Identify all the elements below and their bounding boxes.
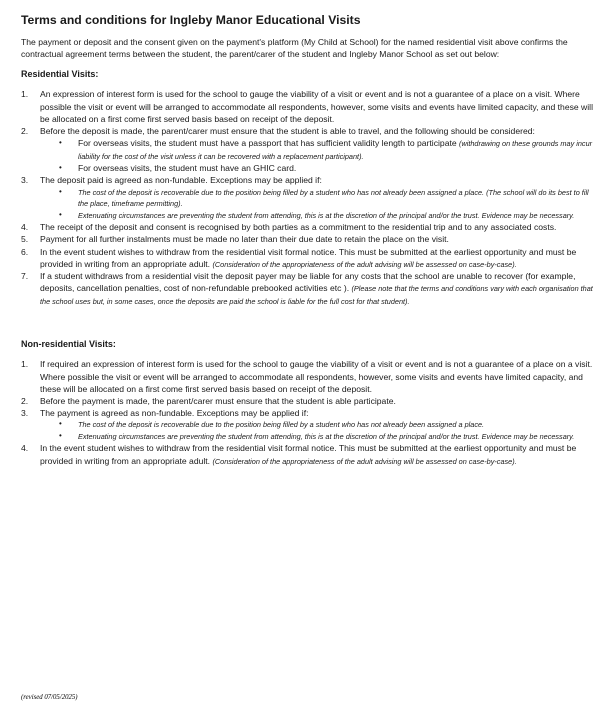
item-number: 1. bbox=[21, 89, 29, 100]
list-item bbox=[21, 174, 596, 221]
non-residential-heading: Non-residential Visits: bbox=[21, 339, 116, 350]
list-item bbox=[21, 442, 596, 467]
list-item bbox=[21, 221, 596, 233]
bullet-icon: • bbox=[59, 163, 62, 173]
sub-item-note: Extenuating circumstances are preventing the student from attending, this is at the discretion of the principal and/or the trust. Evidence may be necessary. bbox=[78, 431, 575, 441]
sub-item-note: (withdrawing on these grounds may incur liability for the cost of the visit unless it can be recovered with a replacement participant). bbox=[78, 139, 593, 161]
bullet-icon: • bbox=[59, 430, 62, 440]
item-text: Payment for all further instalments must be made no later than their due date to retain the place on the visit. bbox=[40, 234, 449, 245]
list-item bbox=[21, 358, 596, 395]
item-text: If a student withdraws from a residential visit the deposit payer may be liable for any costs that the school are unable to recover (for example, deposits, cancellation penalties, cost of non-refundable prebooked activities etc ). bbox=[40, 271, 576, 294]
item-number: 3. bbox=[21, 175, 29, 186]
item-note: (Please note that the terms and conditions vary with each organisation that the school uses but, in some cases, once the deposits are paid the school is liable for the full cost for that student). bbox=[40, 284, 593, 306]
non-residential-list bbox=[21, 358, 596, 467]
item-number: 5. bbox=[21, 234, 29, 245]
item-number: 2. bbox=[21, 396, 29, 407]
page-title: Terms and conditions for Ingleby Manor Educational Visits bbox=[21, 13, 361, 27]
item-number: 4. bbox=[21, 222, 29, 233]
list-item bbox=[21, 270, 596, 307]
list-item bbox=[21, 395, 596, 407]
residential-list bbox=[21, 88, 596, 307]
sub-list-item bbox=[40, 137, 596, 162]
bullet-icon: • bbox=[59, 186, 62, 196]
item-note: (Consideration of the appropriateness of the adult advising will be assessed on case-by-case). bbox=[212, 259, 517, 269]
item-text: The payment is agreed as non-fundable. Exceptions may be applied if: bbox=[40, 408, 309, 419]
list-item bbox=[21, 407, 596, 442]
list-item bbox=[21, 233, 596, 245]
section-spacer bbox=[21, 307, 596, 338]
sub-item-note: The cost of the deposit is recoverable due to the position being filled by a student who has not already been assigned a place. (The school will do its best to fill the place, timeframe permitting). bbox=[78, 187, 589, 209]
item-number: 1. bbox=[21, 359, 29, 370]
list-item bbox=[21, 125, 596, 174]
item-number: 7. bbox=[21, 271, 29, 282]
sub-list-item bbox=[40, 162, 596, 174]
sub-list-item bbox=[40, 419, 596, 431]
intro-paragraph: The payment or deposit and the consent given on the payment's platform (My Child at School) for the named residential visit above confirms the contractual agreement terms between the student, the parent/carer of the student and Ingleby Manor School as set out below: bbox=[21, 37, 568, 60]
sub-item-note: The cost of the deposit is recoverable due to the position being filled by a student who has not already been assigned a place. bbox=[78, 420, 485, 430]
item-note: (Consideration of the appropriateness of the adult advising will be assessed on case-by-case). bbox=[212, 456, 517, 466]
item-text: In the event student wishes to withdraw from the residential visit formal notice. This must be submitted at the earliest opportunity and must be provided in writing from an appropriate adult. bbox=[40, 246, 577, 269]
sub-list-item bbox=[40, 210, 596, 222]
item-number: 4. bbox=[21, 443, 29, 454]
item-number: 2. bbox=[21, 126, 29, 137]
bullet-icon: • bbox=[59, 209, 62, 219]
item-text: The deposit paid is agreed as non-fundable. Exceptions may be applied if: bbox=[40, 175, 322, 186]
sub-list bbox=[40, 187, 596, 222]
sub-item-text: For overseas visits, the student must have a passport that has sufficient validity length to participate bbox=[78, 138, 460, 149]
item-text: Before the payment is made, the parent/carer must ensure that the student is able participate. bbox=[40, 396, 396, 407]
sub-list bbox=[40, 137, 596, 174]
sub-list-item bbox=[40, 187, 596, 210]
sub-list bbox=[40, 419, 596, 442]
item-text: If required an expression of interest form is used for the school to gauge the viability of a visit or event and is not a guarantee of a place on a visit. Where possible the visit or event will be arranged to accommodate all respondents, however, some visits and events have limited capacity, and these will be allocated on a first come first served basis based on receipt of the deposit. bbox=[40, 359, 593, 394]
item-text: Before the deposit is made, the parent/carer must ensure that the student is able to travel, and the following should be considered: bbox=[40, 126, 535, 137]
residential-heading: Residential Visits: bbox=[21, 69, 99, 80]
list-item bbox=[21, 88, 596, 125]
sub-item-text: For overseas visits, the student must have an GHIC card. bbox=[78, 163, 297, 174]
item-text: In the event student wishes to withdraw from the residential visit formal notice. This must be submitted at the earliest opportunity and must be provided in writing from an appropriate adult. bbox=[40, 443, 577, 466]
sub-item-note: Extenuating circumstances are preventing the student from attending, this is at the discretion of the principal and/or the trust. Evidence may be necessary. bbox=[78, 210, 575, 220]
list-item bbox=[21, 246, 596, 271]
bullet-icon: • bbox=[59, 419, 62, 429]
sub-list-item bbox=[40, 431, 596, 443]
item-text: The receipt of the deposit and consent is recognised by both parties as a commitment to the residential trip and to any associated costs. bbox=[40, 222, 557, 233]
item-number: 6. bbox=[21, 246, 29, 257]
bullet-icon: • bbox=[59, 138, 62, 148]
revision-note: (revised 07/05/2025) bbox=[21, 694, 78, 701]
item-text: An expression of interest form is used for the school to gauge the viability of a visit or event and is not a guarantee of a place on a visit. Where possible the visit or event will be arranged to accommodate all respondents, however, some visits and events have limited capacity, and these will be allocated on a first come first served basis based on receipt of the deposit. bbox=[40, 89, 593, 124]
item-number: 3. bbox=[21, 408, 29, 419]
